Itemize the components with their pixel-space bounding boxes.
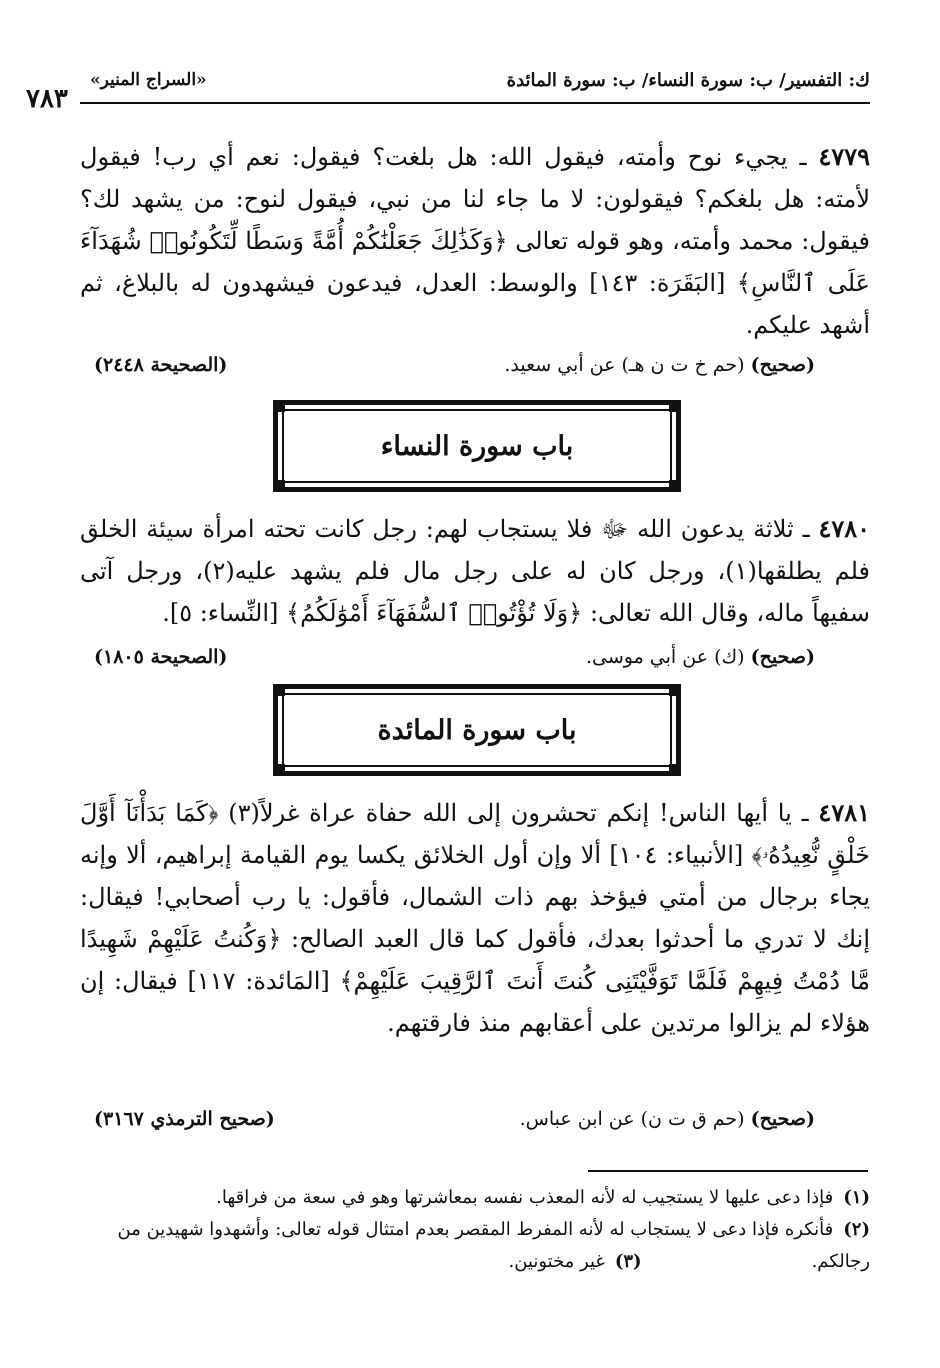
footnote-number: (٣) [614,1251,642,1272]
hadith-grade: (صحيح) [750,354,815,376]
hadith-text: يجيء نوح وأمته، فيقول الله: هل بلغت؟ فيقول: نعم أي رب! فيقول لأمته: هل بلغكم؟ فيقولون: لا ما جاء لنا من نبي، فيقول لنوح: من يشهد لك؟ فيقول: محمد وأمته، وهو قوله تعالى ﴿وَكَذَٰلِكَ جَعَلْنَٰكُمْ أُمَّةً وَسَطًا لِّتَكُونُوا۟ شُهَدَآءَ عَلَى ٱلنَّاسِ﴾ [البَقَرَة: ١٤٣] والوسط: العدل، فيدعون فيشهدون له بالبلاغ، ثم أشهد عليكم. [80,143,871,339]
footnote-separator [588,1170,868,1172]
frame-corner [275,686,285,696]
chapter-heading-frame [273,400,681,492]
hadith-dash: ـ [793,515,810,543]
chapter-heading-frame [273,684,681,776]
page-number: ٧٨٣ [26,84,68,114]
running-title: ك: التفسير/ ب: سورة النساء/ ب: سورة المائدة [506,70,870,91]
hadith-source: (الصحيحة ٢٤٤٨) [94,354,228,376]
footnote [90,1214,870,1278]
hadith-text: ثلاثة يدعون الله ﷻ فلا يستجاب لهم: رجل كانت تحته امرأة سيئة الخلق فلم يطلقها(١)، ورجل كان له على رجل مال فلم يشهد عليه(٢)، ورجل آتى سفيهاً ماله، وقال الله تعالى: ﴿وَلَا تُؤْتُوا۟ ٱلسُّفَهَآءَ أَمْوَٰلَكُمُ﴾ [النِّساء: ٥]. [80,515,870,627]
hadith-dash: ـ [791,799,809,827]
footnote [90,1182,870,1214]
hadith-4780 [80,508,870,634]
hadith-grade: (صحيح) [750,1108,815,1130]
hadith-narration: (ك) عن أبي موسى. [585,646,745,668]
hadith-reference [80,354,815,384]
frame-corner [275,764,285,774]
hadith-narration: (حم ق ت ن) عن ابن عباس. [519,1108,745,1130]
chapter-title: باب سورة المائدة [377,715,577,746]
hadith-4779 [80,136,870,346]
hadith-text: يا أيها الناس! إنكم تحشرون إلى الله حفاة عراة غرلاً(٣) ﴿كَمَا بَدَأْنَآ أَوَّلَ خَلْقٍ نُّعِيدُهُۥ﴾ [الأنبياء: ١٠٤] ألا وإن أول الخلائق يكسا يوم القيامة إبراهيم، ألا وإنه يجاء برجال من أمتي فيؤخذ بهم ذات الشمال، فأقول: يا رب أصحابي! فيقال: إنك لا تدري ما أحدثوا بعدك، فأقول كما قال العبد الصالح: ﴿وَكُنتُ عَلَيْهِمْ شَهِيدًا مَّا دُمْتُ فِيهِمْ فَلَمَّا تَوَفَّيْتَنِى كُنتَ أَنتَ ٱلرَّقِيبَ عَلَيْهِمْ﴾ [المَائدة: ١١٧] فيقال: إن هؤلاء لم يزالوا مرتدين على أعقابهم منذ فارقتهم. [80,799,870,1037]
footnote-number: (٢) [843,1219,870,1240]
page-header [80,64,870,104]
footnote-number: (١) [843,1187,870,1208]
hadith-4781 [80,792,870,1044]
hadith-grade: (صحيح) [750,646,815,668]
hadith-dash: ـ [787,143,807,171]
chapter-title: باب سورة النساء [380,431,574,462]
hadith-number: ٤٧٨٠ [818,514,871,543]
hadith-number: ٤٧٨١ [818,798,870,827]
hadith-reference [80,646,815,676]
header-rule [80,102,870,104]
footnote-text: فإذا دعى عليها لا يستجيب له لأنه المعذب نفسه بمعاشرتها وهو في سعة من فراقها. [216,1187,834,1208]
book-title: «السراج المنير» [90,70,207,90]
hadith-narration: (حم خ ت ن هـ) عن أبي سعيد. [504,354,745,376]
frame-corner [669,402,679,412]
footnotes [90,1182,870,1278]
hadith-number: ٤٧٧٩ [818,142,870,171]
frame-corner [275,402,285,412]
hadith-reference [80,1108,815,1138]
hadith-source: (الصحيحة ١٨٠٥) [94,646,228,668]
footnote-text: غير مختونين. [508,1251,605,1272]
frame-corner [275,480,285,490]
frame-corner [669,686,679,696]
frame-corner [669,764,679,774]
footnote-text: فأنكره فإذا دعى لا يستجاب له لأنه المفرط المقصر بعدم امتثال قوله تعالى: وأشهدوا شهيدين من رجالكم. [117,1219,870,1272]
frame-corner [669,480,679,490]
hadith-source: (صحيح الترمذي ٣١٦٧) [94,1108,275,1130]
